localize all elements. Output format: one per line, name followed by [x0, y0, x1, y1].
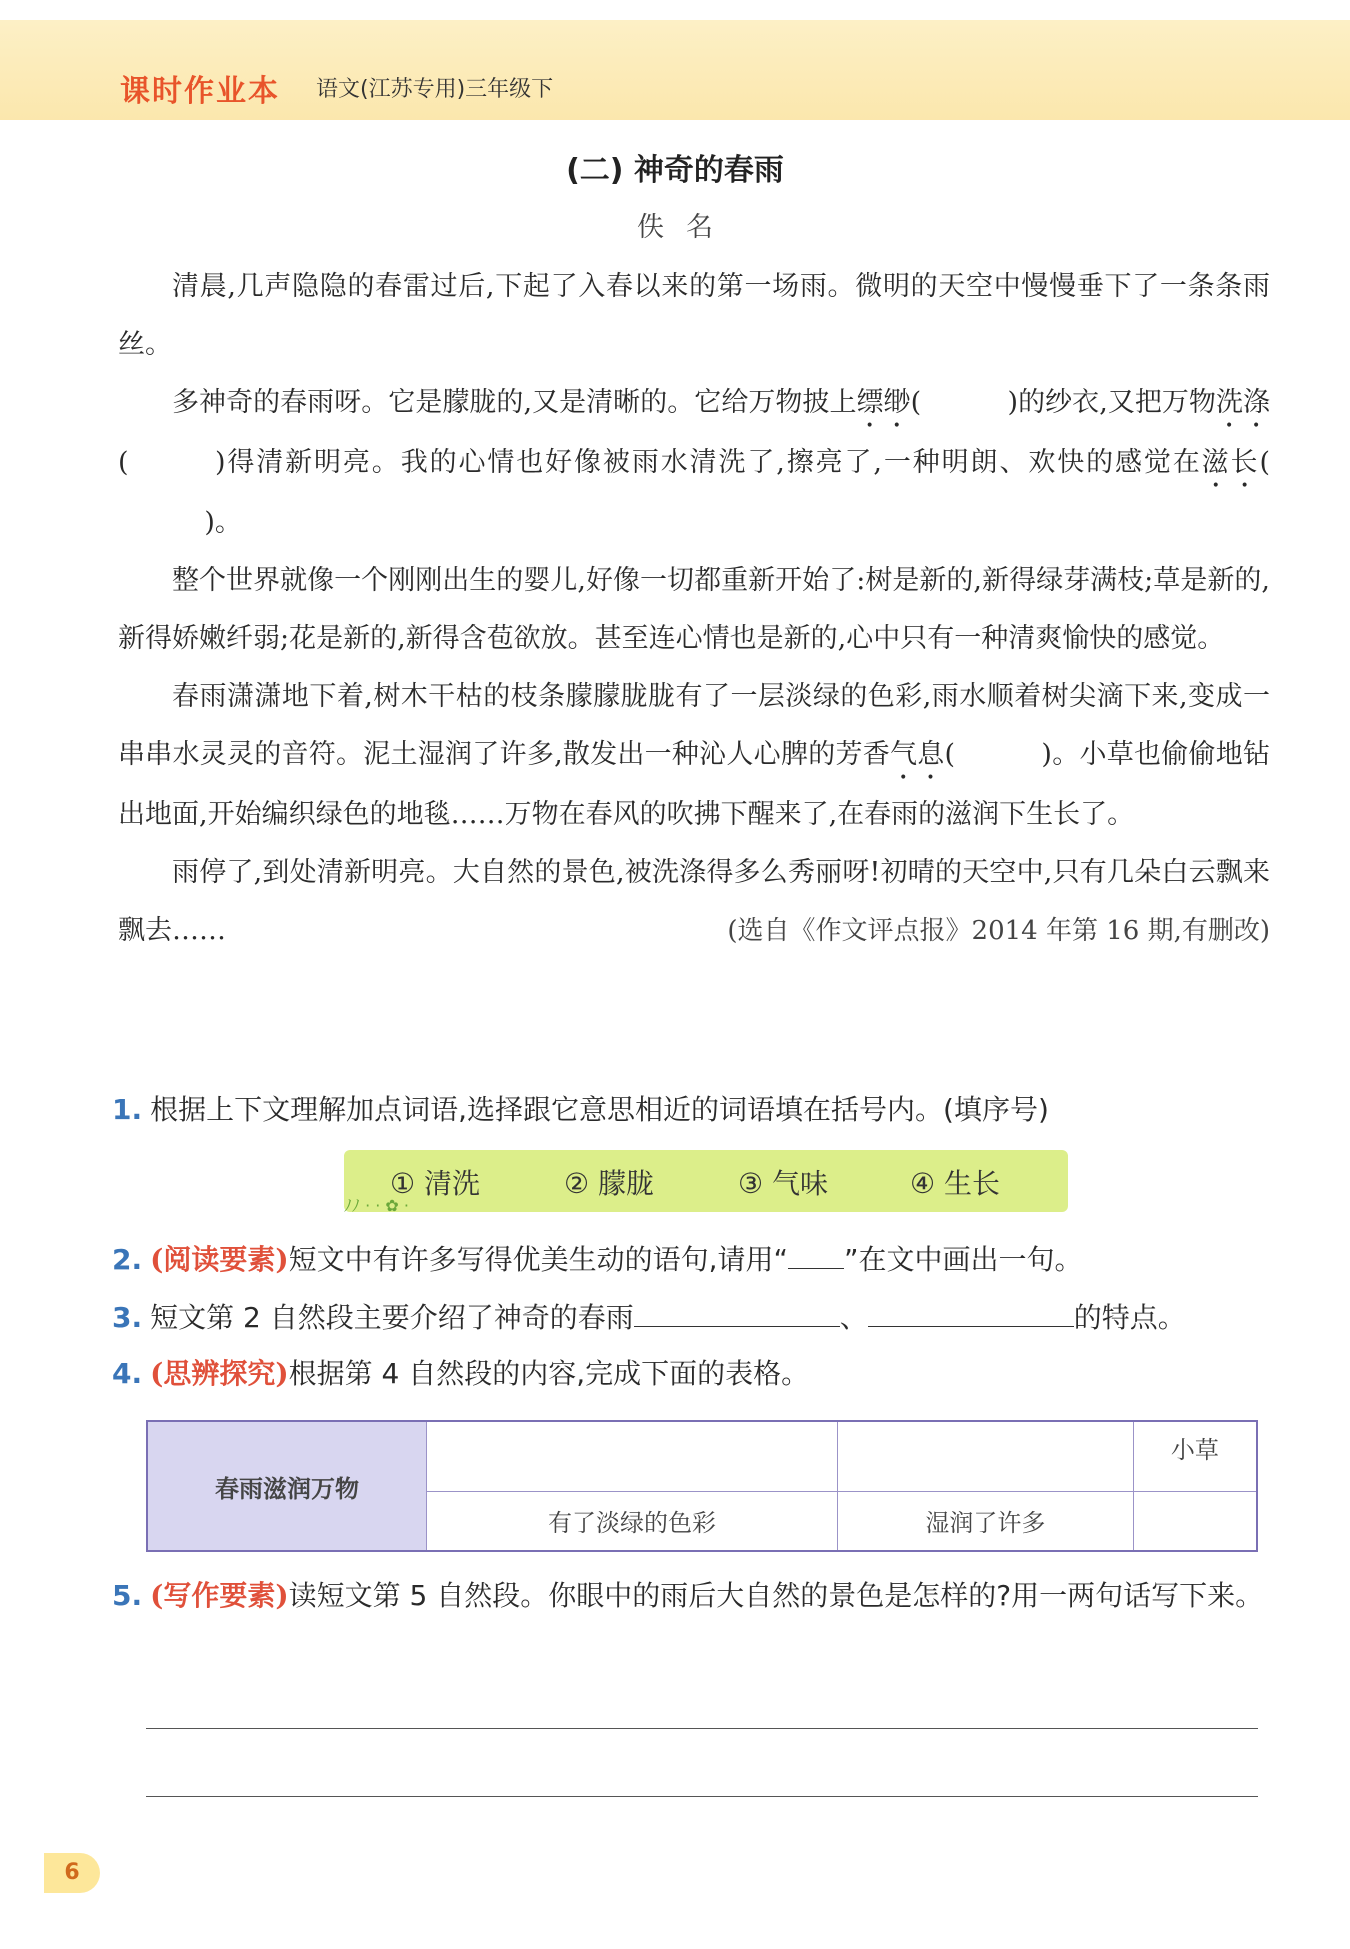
question-2: 2. (阅读要素)短文中有许多写得优美生动的语句,请用“ ”在文中画出一句。	[112, 1238, 1272, 1282]
underline-sample	[788, 1238, 844, 1269]
book-subject: 语文(江苏专用)三年级下	[316, 77, 554, 102]
writing-line[interactable]	[146, 1796, 1258, 1797]
question-5: 5. (写作要素)读短文第 5 自然段。你眼中的雨后大自然的景色是怎样的?用一两句话写下来。	[112, 1579, 1264, 1612]
answer-table	[146, 1420, 1258, 1552]
page-number: 6	[44, 1853, 100, 1893]
answer-line[interactable]	[634, 1296, 840, 1327]
dotted-word: 气息	[889, 739, 945, 770]
paragraph-1: 清晨,几声隐隐的春雷过后,下起了入春以来的第一场雨。微明的天空中慢慢垂下了一条条雨丝。	[118, 271, 1270, 360]
dotted-word: 滋长	[1201, 447, 1260, 478]
choice-2: ② 朦胧	[564, 1167, 655, 1200]
table-cell: 湿润了许多	[838, 1491, 1134, 1551]
answer-line[interactable]	[868, 1296, 1074, 1327]
article-passage	[118, 258, 1270, 960]
table-cell: 有了淡绿的色彩	[427, 1491, 838, 1551]
article-source: (选自《作文评点报》2014 年第 16 期,有删改)	[727, 916, 1270, 946]
table-cell: 小草	[1133, 1421, 1257, 1491]
paragraph-5: 雨停了,到处清新明亮。大自然的景色,被洗涤得多么秀丽呀!初晴的天空中,只有几朵白云飘来飘去…… (选自《作文评点报》2014 年第 16 期,有删改)	[118, 844, 1270, 960]
choice-4: ④ 生长	[910, 1167, 1001, 1200]
table-cell[interactable]	[1133, 1491, 1257, 1551]
table-cell[interactable]	[427, 1421, 838, 1491]
paragraph-2: 多神奇的春雨呀。它是朦胧的,又是清晰的。它给万物披上缥缈( )的纱衣,又把万物洗涤( )得清新明亮。我的心情也好像被雨水清洗了,擦亮了,一种明朗、欢快的感觉在滋长()。	[118, 387, 1271, 538]
choice-box	[344, 1150, 1068, 1215]
question-3: 3. 短文第 2 自然段主要介绍了神奇的春雨 、 的特点。	[112, 1296, 1272, 1340]
paragraph-3: 整个世界就像一个刚刚出生的婴儿,好像一切都重新开始了:树是新的,新得绿芽满枝;草是新的,新得娇嫩纤弱;花是新的,新得含苞欲放。甚至连心情也是新的,心中只有一种清爽愉快的感觉。	[118, 565, 1270, 654]
question-1: 1. 根据上下文理解加点词语,选择跟它意思相近的词语填在括号内。(填序号)	[112, 1093, 1049, 1126]
article-author: 佚名	[637, 212, 735, 243]
table-cell[interactable]	[838, 1421, 1134, 1491]
grass-decoration-icon: ﾉﾉ · · ✿ ·	[344, 1196, 410, 1215]
dotted-word: 缥缈	[856, 387, 911, 418]
choice-1: ① 清洗	[390, 1167, 481, 1200]
paragraph-4: 春雨潇潇地下着,树木干枯的枝条朦朦胧胧有了一层淡绿的色彩,雨水顺着树尖滴下来,变成一串串水灵灵的音符。泥土湿润了许多,散发出一种沁人心脾的芳香气息( )。小草也偷偷地钻出地面,开始编织绿色的地毯……万物在春风的吹拂下醒来了,在春雨的滋润下生长了。	[118, 681, 1270, 830]
choice-3: ③ 气味	[738, 1167, 829, 1200]
brand-title: 课时作业本	[120, 74, 280, 109]
dotted-word: 洗涤	[1215, 387, 1271, 418]
writing-line[interactable]	[146, 1728, 1258, 1729]
table-header: 春雨滋润万物	[147, 1421, 427, 1551]
question-4: 4. (思辨探究)根据第 4 自然段的内容,完成下面的表格。	[112, 1357, 810, 1390]
article-title: (二) 神奇的春雨	[566, 153, 784, 188]
